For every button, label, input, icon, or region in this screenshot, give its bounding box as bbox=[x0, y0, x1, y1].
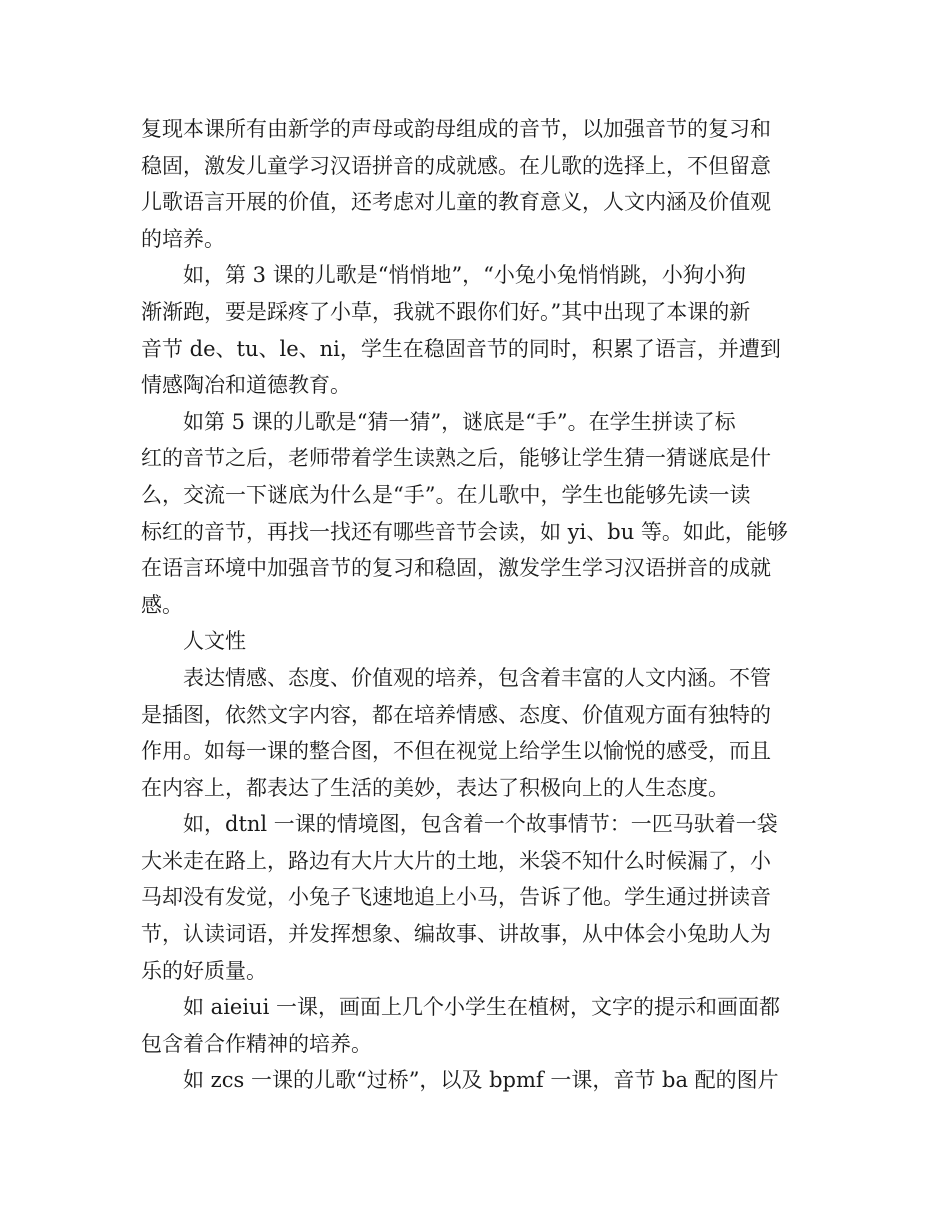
text-line: 大米走在路上，路边有大片大片的土地，米袋不知什么时候漏了，小 bbox=[141, 848, 771, 873]
text-line: 如 zcs 一课的儿歌“过桥”，以及 bpmf 一课，音节 ba 配的图片 bbox=[183, 1068, 779, 1093]
text-line: 复现本课所有由新学的声母或韵母组成的音节，以加强音节的复习和 bbox=[141, 117, 771, 141]
text-line: 渐渐跑，要是踩疼了小草，我就不跟你们好。”其中出现了本课的新 bbox=[141, 299, 751, 324]
text-line: 如，第 3 课的儿歌是“悄悄地”，“小兔小兔悄悄跳，小狗小狗 bbox=[183, 263, 746, 288]
text-line: 如第 5 课的儿歌是“猜一猜”，谜底是“手”。在学生拼读了标 bbox=[183, 409, 736, 434]
text-line: 音节 de、tu、le、ni，学生在稳固音节的同时，积累了语言，并遭到 bbox=[141, 336, 781, 361]
text-line: 是插图，依然文字内容，都在培养情感、态度、价值观方面有独特的 bbox=[141, 702, 771, 727]
text-line: 感。 bbox=[141, 592, 183, 617]
text-line: 在语言环境中加强音节的复习和稳固，激发学生学习汉语拼音的成就 bbox=[141, 556, 771, 581]
text-line: 标红的音节，再找一找还有哪些音节会读，如 yi、bu 等。如此，能够 bbox=[141, 519, 788, 544]
text-line: 如 aieiui 一课，画面上几个小学生在植树，文字的提示和画面都 bbox=[183, 995, 780, 1020]
text-line: 作用。如每一课的整合图，不但在视觉上给学生以愉悦的感受，而且 bbox=[141, 739, 771, 764]
text-line: 节，认读词语，并发挥想象、编故事、讲故事，从中体会小兔助人为 bbox=[141, 922, 771, 947]
text-line: 人文性 bbox=[183, 629, 246, 654]
text-line: 马却没有发觉，小兔子飞速地追上小马，告诉了他。学生通过拼读音 bbox=[141, 885, 771, 910]
text-line: 乐的好质量。 bbox=[141, 958, 267, 983]
text-line: 表达情感、态度、价值观的培养，包含着丰富的人文内涵。不管 bbox=[183, 665, 771, 690]
text-line: 在内容上，都表达了生活的美妙，表达了积极向上的人生态度。 bbox=[141, 775, 729, 800]
text-line: 情感陶冶和道德教育。 bbox=[141, 373, 351, 398]
text-line: 儿歌语言开展的价值，还考虑对儿童的教育意义，人文内涵及价值观 bbox=[141, 190, 771, 215]
text-line: 么，交流一下谜底为什么是“手”。在儿歌中，学生也能够先读一读 bbox=[141, 482, 751, 507]
text-line: 的培养。 bbox=[141, 226, 225, 251]
text-line: 稳固，激发儿童学习汉语拼音的成就感。在儿歌的选择上，不但留意 bbox=[141, 153, 771, 178]
text-line: 红的音节之后，老师带着学生读熟之后，能够让学生猜一猜谜底是什 bbox=[141, 446, 771, 471]
text-line: 包含着合作精神的培养。 bbox=[141, 1031, 372, 1056]
body-text bbox=[141, 111, 811, 1099]
text-line: 如，dtnl 一课的情境图，包含着一个故事情节：一匹马驮着一袋 bbox=[183, 812, 778, 837]
